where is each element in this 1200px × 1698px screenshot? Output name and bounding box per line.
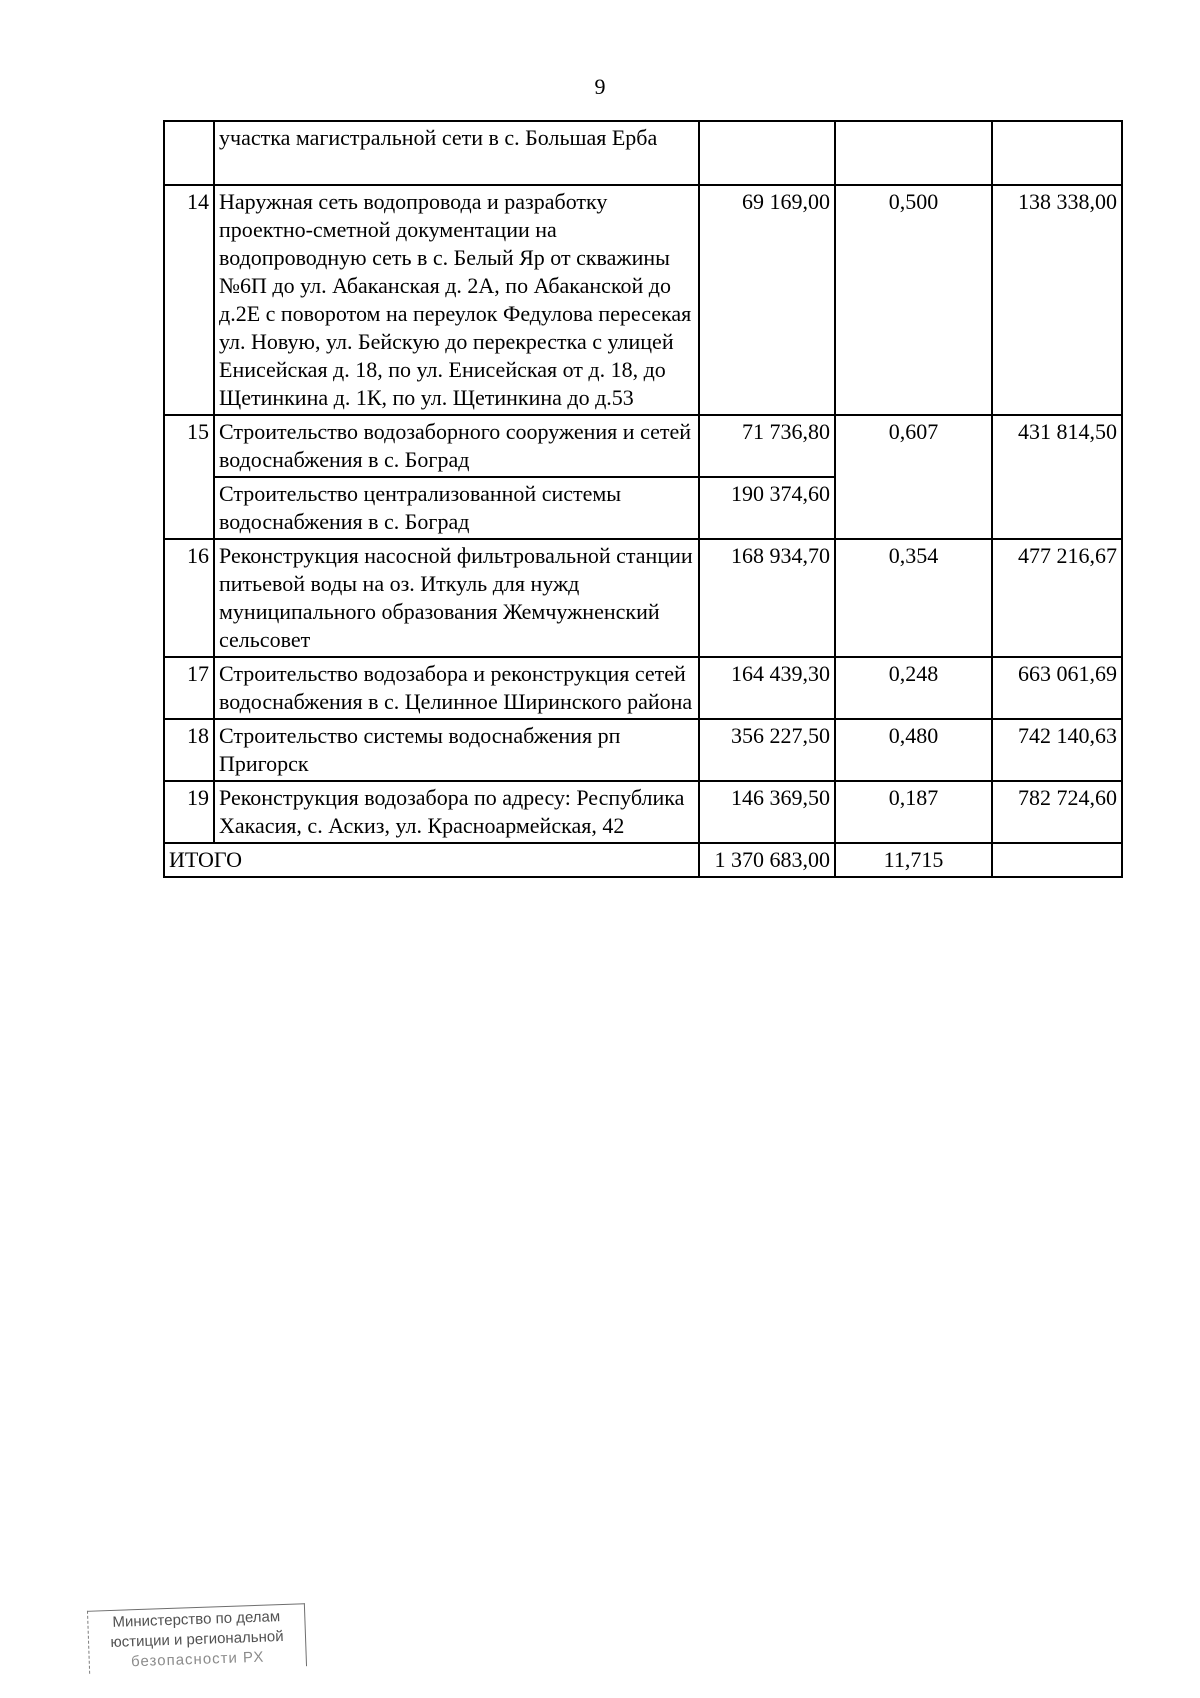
row-number: 15 bbox=[164, 415, 214, 539]
object-coefficient: 0,480 bbox=[835, 719, 992, 781]
object-total: 742 140,63 bbox=[992, 719, 1122, 781]
object-cost: 356 227,50 bbox=[699, 719, 835, 781]
object-subname: Строительство централизованной системы водоснабжения в с. Боград bbox=[214, 477, 699, 539]
page-number: 9 bbox=[594, 74, 606, 99]
object-name: Строительство водозаборного сооружения и сетей водоснабжения в с. Боград bbox=[214, 415, 699, 477]
object-name: участка магистральной сети в с. Большая Ерба bbox=[214, 121, 699, 185]
table-row bbox=[164, 415, 1122, 477]
total-amount bbox=[992, 843, 1122, 877]
object-subcost: 190 374,60 bbox=[699, 477, 835, 539]
row-number bbox=[164, 121, 214, 185]
row-number: 14 bbox=[164, 185, 214, 415]
object-cost: 71 736,80 bbox=[699, 415, 835, 477]
object-total: 782 724,60 bbox=[992, 781, 1122, 843]
table-row bbox=[164, 185, 1122, 415]
row-number: 17 bbox=[164, 657, 214, 719]
object-name: Реконструкция водозабора по адресу: Республика Хакасия, с. Аскиз, ул. Красноармейская, 42 bbox=[214, 781, 699, 843]
object-cost: 69 169,00 bbox=[699, 185, 835, 415]
object-cost: 164 439,30 bbox=[699, 657, 835, 719]
object-name: Строительство системы водоснабжения рп Пригорск bbox=[214, 719, 699, 781]
object-coefficient: 0,500 bbox=[835, 185, 992, 415]
total-row bbox=[164, 843, 1122, 877]
object-total: 431 814,50 bbox=[992, 415, 1122, 539]
ministry-stamp bbox=[87, 1603, 307, 1674]
object-cost: 168 934,70 bbox=[699, 539, 835, 657]
table-row bbox=[164, 539, 1122, 657]
object-total: 138 338,00 bbox=[992, 185, 1122, 415]
stamp-line: Министерство по делам bbox=[112, 1608, 281, 1631]
object-coefficient: 0,354 bbox=[835, 539, 992, 657]
table-row bbox=[164, 121, 1122, 185]
total-coefficient: 11,715 bbox=[835, 843, 992, 877]
stamp-line: безопасности РХ bbox=[130, 1648, 265, 1671]
object-name: Наружная сеть водопровода и разработку проектно-сметной документации на водопроводную сеть в с. Белый Яр от скважины №6П до ул. Абаканская д. 2А, по Абаканской до д.2Е с поворотом на переулок Федулова пересекая ул. Новую, ул. Бейскую до перекрестка с улицей Енисейская д. 18, по ул. Енисейская от д. 18, до Щетинкина д. 1К, по ул. Щетинкина до д.53 bbox=[214, 185, 699, 415]
object-coefficient: 0,187 bbox=[835, 781, 992, 843]
object-total: 663 061,69 bbox=[992, 657, 1122, 719]
stamp-line: юстиции и региональной bbox=[110, 1627, 284, 1652]
row-number: 18 bbox=[164, 719, 214, 781]
total-cost: 1 370 683,00 bbox=[699, 843, 835, 877]
object-coefficient: 0,248 bbox=[835, 657, 992, 719]
object-name: Реконструкция насосной фильтровальной станции питьевой воды на оз. Иткуль для нужд муниципального образования Жемчужненский сельсовет bbox=[214, 539, 699, 657]
object-coefficient bbox=[835, 121, 992, 185]
table-row bbox=[164, 781, 1122, 843]
table-row bbox=[164, 719, 1122, 781]
object-cost bbox=[699, 121, 835, 185]
object-coefficient: 0,607 bbox=[835, 415, 992, 539]
object-name: Строительство водозабора и реконструкция сетей водоснабжения в с. Целинное Ширинского района bbox=[214, 657, 699, 719]
row-number: 16 bbox=[164, 539, 214, 657]
total-label: ИТОГО bbox=[164, 843, 699, 877]
object-total: 477 216,67 bbox=[992, 539, 1122, 657]
object-total bbox=[992, 121, 1122, 185]
object-cost: 146 369,50 bbox=[699, 781, 835, 843]
row-number: 19 bbox=[164, 781, 214, 843]
objects-table bbox=[163, 120, 1123, 878]
table-row bbox=[164, 657, 1122, 719]
